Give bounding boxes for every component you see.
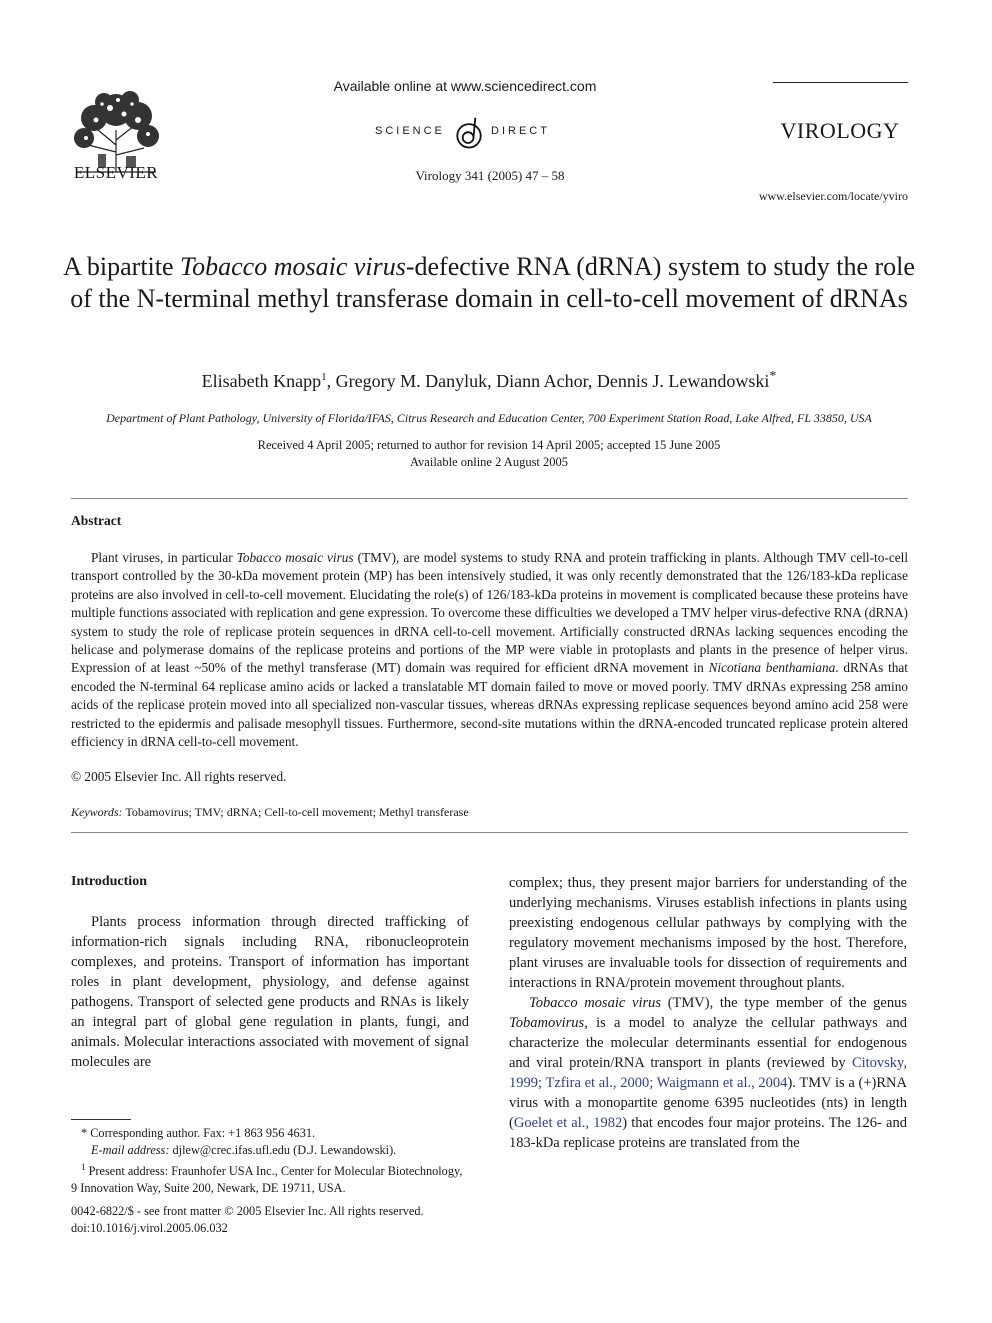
author-sep: , <box>326 371 336 391</box>
abstract-italic: Nicotiana benthamiana <box>708 660 836 676</box>
email-label: E-mail address: <box>91 1143 170 1157</box>
author-name: Gregory M. Danyluk <box>335 371 488 391</box>
author-sep: , <box>487 371 497 391</box>
author-mark: 1 <box>321 371 327 383</box>
divider <box>71 498 908 499</box>
footnote-present-address <box>71 1159 469 1197</box>
abstract-part: . dRNAs that encoded the N-terminal 64 replicase amino acids or lacked a translatable MT domain failed to move or moved poorly. TMV dRNAs expressing 258 amino acids of the replicase protein moved into all specialized non-vascular tissues, whereas dRNAs expressing replicase sequences beyond amino acid 258 were restricted to the epidermis and palisade mesophyll tissues. Furthermore, second-site mutations within the dRNA-encoded truncated replicase protein altered efficiency in dRNA cell-to-cell movement. <box>71 660 909 750</box>
author-name: Dennis J. Lewandowski <box>596 371 770 391</box>
sd-left-text: SCIENCE <box>375 125 445 137</box>
article-title <box>60 251 918 315</box>
received-dates: Received 4 April 2005; returned to author for revision 14 April 2005; accepted 15 June 2005 <box>257 438 721 452</box>
footnote-email <box>71 1142 469 1159</box>
keywords-label: Keywords: <box>71 805 123 819</box>
intro-left-column <box>71 912 469 1072</box>
author-list <box>60 369 918 392</box>
abstract-part: Plant viruses, in particular <box>91 550 237 565</box>
author-sep: , <box>587 371 597 391</box>
intro-paragraph: complex; thus, they present major barriers for understanding of the underlying mechanisms. Viruses establish infections in plants using preexisting endogenous cellular pathways by complying with the regulatory movement mechanisms imposed by the host. Therefore, plant viruses are invaluable tools for dissection of requirements and interactions in RNA/protein movement throughout plants. <box>509 875 907 991</box>
intro-italic: Tobamovirus <box>509 1015 585 1031</box>
sd-at-icon <box>451 116 487 152</box>
sciencedirect-logo <box>375 116 557 152</box>
citation-link[interactable]: Citovsky, 1999; Tzfira et al., 2000; Waigmann et al., 2004 <box>509 1055 907 1091</box>
title-part: A bipartite <box>63 252 181 281</box>
front-matter <box>71 1203 491 1237</box>
footnote-text: Corresponding author. Fax: +1 863 956 4631. <box>87 1126 316 1140</box>
email-address[interactable]: djlew@crec.ifas.ufl.edu (D.J. Lewandowski). <box>169 1143 397 1157</box>
doi[interactable]: doi:10.1016/j.virol.2005.06.032 <box>71 1221 228 1235</box>
article-dates <box>60 437 918 471</box>
footnotes <box>71 1125 469 1197</box>
front-matter-line: 0042-6822/$ - see front matter © 2005 Elsevier Inc. All rights reserved. <box>71 1204 424 1218</box>
sd-right-text: DIRECT <box>491 125 550 137</box>
journal-name: VIROLOGY <box>780 118 900 143</box>
journal-url[interactable]: www.elsevier.com/locate/yviro <box>758 189 908 203</box>
abstract-part: (TMV), are model systems to study RNA and protein trafficking in plants. Although TMV cell-to-cell transport controlled by the 30-kDa movement protein (MP) has been intensively studied, it was only recently demonstrated that the 126/183-kDa replicase proteins are also involved in cell-to-cell movement. Elucidating the role(s) of 126/183-kDa proteins in movement is complicated because these proteins have multiple functions associated with replication and gene expression. To overcome these difficulties we developed a TMV helper virus-defective RNA (dRNA) system to study the role of replicase protein sequences in dRNA cell-to-cell movement. Artificially constructed dRNAs lacking sequences encoding the helicase and polymerase domains of the replicase proteins and portions of the MP were viable in protoplasts and plants in the presence of helper virus. Expression of at least ~50% of the methyl transferase (MT) domain was required for efficient dRNA movement in <box>71 550 909 676</box>
keywords <box>71 805 469 820</box>
footnote-mark: 1 <box>81 1162 86 1172</box>
affiliation: Department of Plant Pathology, University of Florida/IFAS, Citrus Research and Education Center, 700 Experiment Station Road, Lake Alfred, FL 33850, USA <box>106 411 872 425</box>
abstract-italic: Tobacco mosaic virus <box>236 550 354 565</box>
footnote-text: Present address: Fraunhofer USA Inc., Center for Molecular Biotechnology, 9 Innovation Way, Suite 200, Newark, DE 19711, USA. <box>71 1164 463 1196</box>
intro-part: , is a model to analyze the cellular pathways and characterize the molecular determinants essential for endogenous and viral protein/RNA transport in plants (reviewed by <box>509 1015 907 1071</box>
abstract-copyright: © 2005 Elsevier Inc. All rights reserved. <box>71 769 287 784</box>
author-name: Elisabeth Knapp <box>201 371 322 391</box>
journal-rule <box>773 82 908 83</box>
intro-heading: Introduction <box>71 874 147 889</box>
abstract-heading: Abstract <box>71 513 122 528</box>
citation-link[interactable]: Goelet et al., 1982 <box>513 1115 623 1131</box>
author-mark: * <box>769 369 777 384</box>
publisher-name: ELSEVIER <box>73 163 159 182</box>
available-online-text: Available online at www.sciencedirect.com <box>333 78 597 94</box>
keywords-list: Tobamovirus; TMV; dRNA; Cell-to-cell movement; Methyl transferase <box>122 805 469 819</box>
title-italic: Tobacco mosaic virus <box>180 252 406 281</box>
available-date: Available online 2 August 2005 <box>409 455 569 469</box>
abstract-text <box>71 549 908 751</box>
intro-paragraph: Plants process information through directed trafficking of information-rich signals including RNA, ribonucleoprotein complexes, and proteins. Transport of information has important roles in plant development, physiology, and defense against pathogens. Transport of selected gene products and RNAs is likely an integral part of global gene regulation in plants, fungi, and animals. Molecular interactions associated with movement of signal molecules are <box>71 914 469 1070</box>
intro-part: (TMV), the type member of the genus <box>661 995 908 1011</box>
intro-paragraph <box>509 993 907 1153</box>
title-part: -defective RNA (dRNA) system to study the role of the N-terminal methyl transferase domain in cell-to-cell movement of dRNAs <box>70 252 915 313</box>
intro-part: ) that encodes four major proteins. The 126- and 183-kDa replicase proteins are translated from the <box>509 1115 907 1151</box>
footnote-mark: * <box>81 1126 88 1140</box>
intro-right-column <box>509 873 907 1153</box>
author-name: Diann Achor <box>496 371 588 391</box>
footnote-rule <box>71 1119 131 1120</box>
divider <box>71 832 908 833</box>
intro-italic: Tobacco mosaic virus <box>529 995 662 1011</box>
footnote-corresponding <box>71 1125 469 1142</box>
intro-part: ). TMV is a (+)RNA virus with a monopartite genome 6395 nucleotides (nts) in length ( <box>509 1075 907 1131</box>
journal-citation: Virology 341 (2005) 47 – 58 <box>415 168 565 183</box>
